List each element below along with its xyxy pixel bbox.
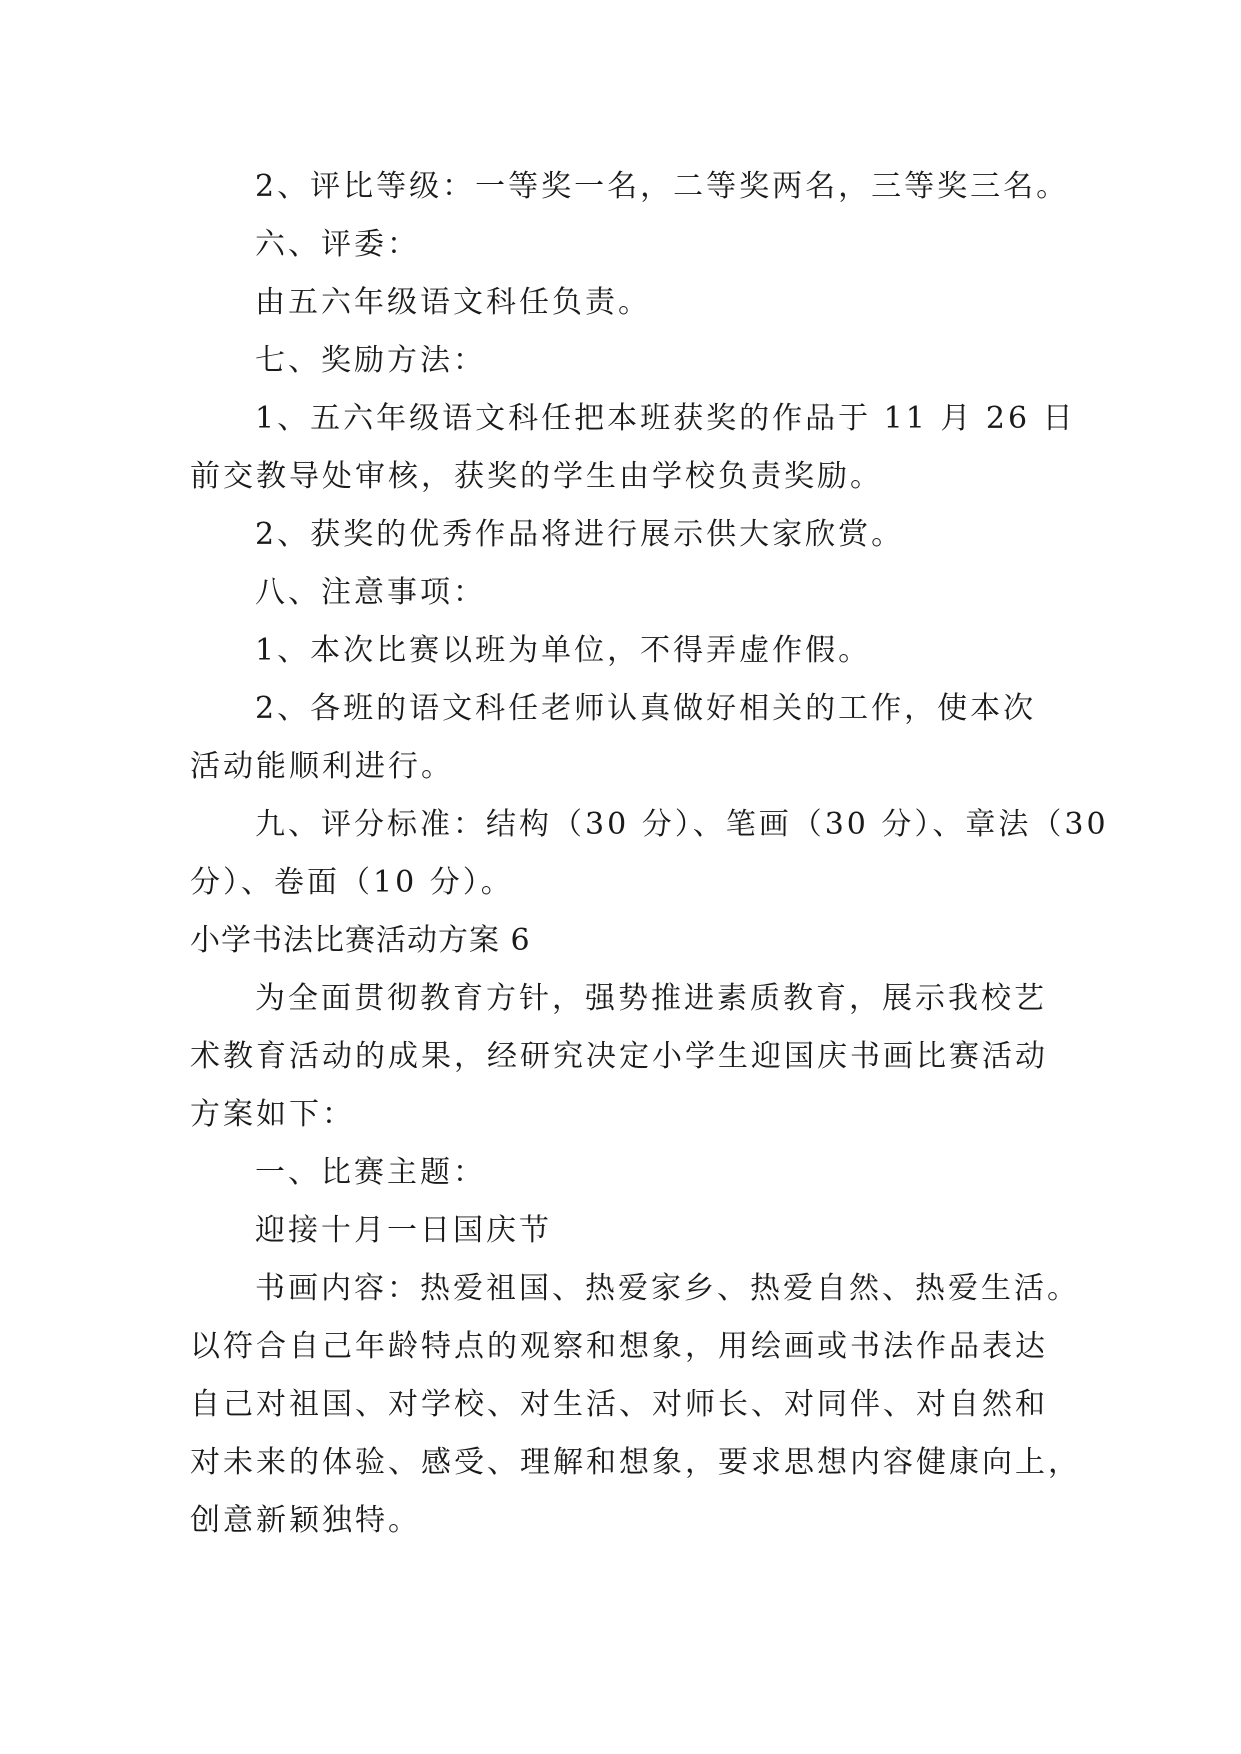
text-line: 为全面贯彻教育方针，强势推进素质教育，展示我校艺: [255, 981, 1047, 1016]
text-line: 书画内容：热爱祖国、热爱家乡、热爱自然、热爱生活。: [255, 1271, 1080, 1306]
text-line: 术教育活动的成果，经研究决定小学生迎国庆书画比赛活动: [190, 1039, 1048, 1074]
text-line: 前交教导处审核，获奖的学生由学校负责奖励。: [190, 459, 883, 494]
section-heading-notes: 八、注意事项：: [255, 575, 486, 610]
text-line: 2、评比等级：一等奖一名，二等奖两名，三等奖三名。: [255, 169, 1070, 204]
text-line: 分）、卷面（10 分）。: [190, 865, 514, 900]
text-line: 活动能顺利进行。: [190, 749, 454, 784]
text-line: 方案如下：: [190, 1097, 355, 1132]
text-line: 以符合自己年龄特点的观察和想象，用绘画或书法作品表达: [190, 1329, 1048, 1364]
text-line: 自己对祖国、对学校、对生活、对师长、对同伴、对自然和: [190, 1387, 1048, 1422]
text-line: 2、获奖的优秀作品将进行展示供大家欣赏。: [255, 517, 905, 552]
document-body: [190, 158, 1109, 1550]
text-line: 1、五六年级语文科任把本班获奖的作品于 11 月 26 日: [255, 401, 1076, 436]
text-line: 2、各班的语文科任老师认真做好相关的工作，使本次: [255, 691, 1037, 726]
section-heading-judges: 六、评委：: [255, 227, 420, 262]
text-line: 迎接十月一日国庆节: [255, 1213, 552, 1248]
text-line: 创意新颖独特。: [190, 1503, 421, 1538]
text-line: 对未来的体验、感受、理解和想象，要求思想内容健康向上，: [190, 1445, 1081, 1480]
text-line: 由五六年级语文科任负责。: [255, 285, 651, 320]
text-line: 1、本次比赛以班为单位，不得弄虚作假。: [255, 633, 872, 668]
section-heading-scoring: 九、评分标准：结构（30 分）、笔画（30 分）、章法（30: [255, 807, 1109, 842]
document-title-plan-6: 小学书法比赛活动方案 6: [190, 923, 531, 958]
section-heading-rewards: 七、奖励方法：: [255, 343, 486, 378]
section-heading-theme: 一、比赛主题：: [255, 1155, 486, 1190]
